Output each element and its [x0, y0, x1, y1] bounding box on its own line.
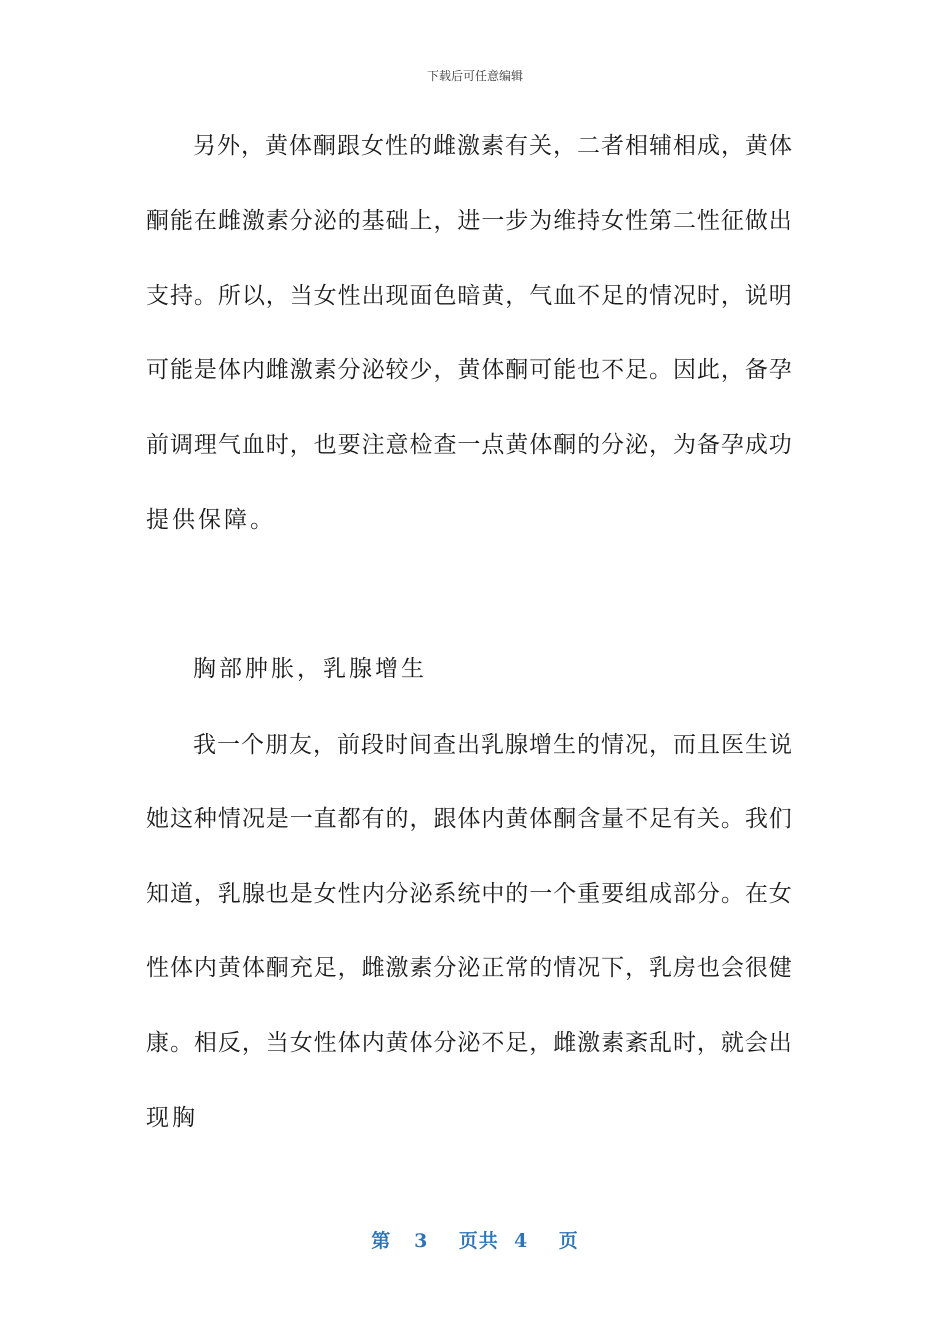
- paragraph-2-line-3: 知 道 ， 乳 腺 也 是 女 性 内 分 泌 系 统 中 的 一 个 重 要 组 成 部 分 。 在 女: [146, 881, 792, 907]
- current-page-number: 3: [414, 1230, 429, 1252]
- footer-prefix: 第: [371, 1230, 392, 1252]
- total-pages-number: 4: [514, 1230, 529, 1252]
- footer-middle: 页共: [458, 1230, 499, 1252]
- footer-suffix: 页: [558, 1230, 579, 1252]
- paragraph-1-line-5: 前 调 理 气 血 时 ， 也 要 注 意 检 查 一 点 黄 体 酮 的 分 泌 ， 为 备 孕 成 功: [146, 432, 792, 458]
- paragraph-2-line-2: 她 这 种 情 况 是 一 直 都 有 的 ， 跟 体 内 黄 体 酮 含 量 不 足 有 关 。 我 们: [146, 806, 792, 832]
- paragraph-2-line-1: 我 一 个 朋 友 ， 前 段 时 间 查 出 乳 腺 增 生 的 情 况 ， 而 且 医 生 说: [193, 732, 792, 758]
- paragraph-1-line-3: 支 持 。 所 以 ， 当 女 性 出 现 面 色 暗 黄 ， 气 血 不 足 的 情 况 时 ， 说 明: [146, 283, 792, 309]
- paragraph-1-line-4: 可 能 是 体 内 雌 激 素 分 泌 较 少 ， 黄 体 酮 可 能 也 不 足 。 因 此 ， 备 孕: [146, 357, 792, 383]
- page-footer: [0, 1226, 950, 1253]
- paragraph-1-line-6: 提供保障。: [146, 507, 276, 533]
- paragraph-1-line-1: 另 外 ， 黄 体 酮 跟 女 性 的 雌 激 素 有 关 ， 二 者 相 辅 相 成 ， 黄 体: [193, 133, 792, 159]
- paragraph-2-line-4: 性 体 内 黄 体 酮 充 足 ， 雌 激 素 分 泌 正 常 的 情 况 下 ， 乳 房 也 会 很 健: [146, 955, 792, 981]
- page-header: 下载后可任意编辑: [426, 69, 523, 83]
- paragraph-2-line-5: 康 。 相 反 ， 当 女 性 体 内 黄 体 分 泌 不 足 ， 雌 激 素 紊 乱 时 ， 就 会 出: [146, 1030, 792, 1056]
- paragraph-1-line-2: 酮 能 在 雌 激 素 分 泌 的 基 础 上 ， 进 一 步 为 维 持 女 性 第 二 性 征 做 出: [146, 208, 792, 234]
- section-heading: 胸部肿胀，乳腺增生: [193, 656, 427, 682]
- paragraph-2-line-6: 现胸: [146, 1105, 198, 1131]
